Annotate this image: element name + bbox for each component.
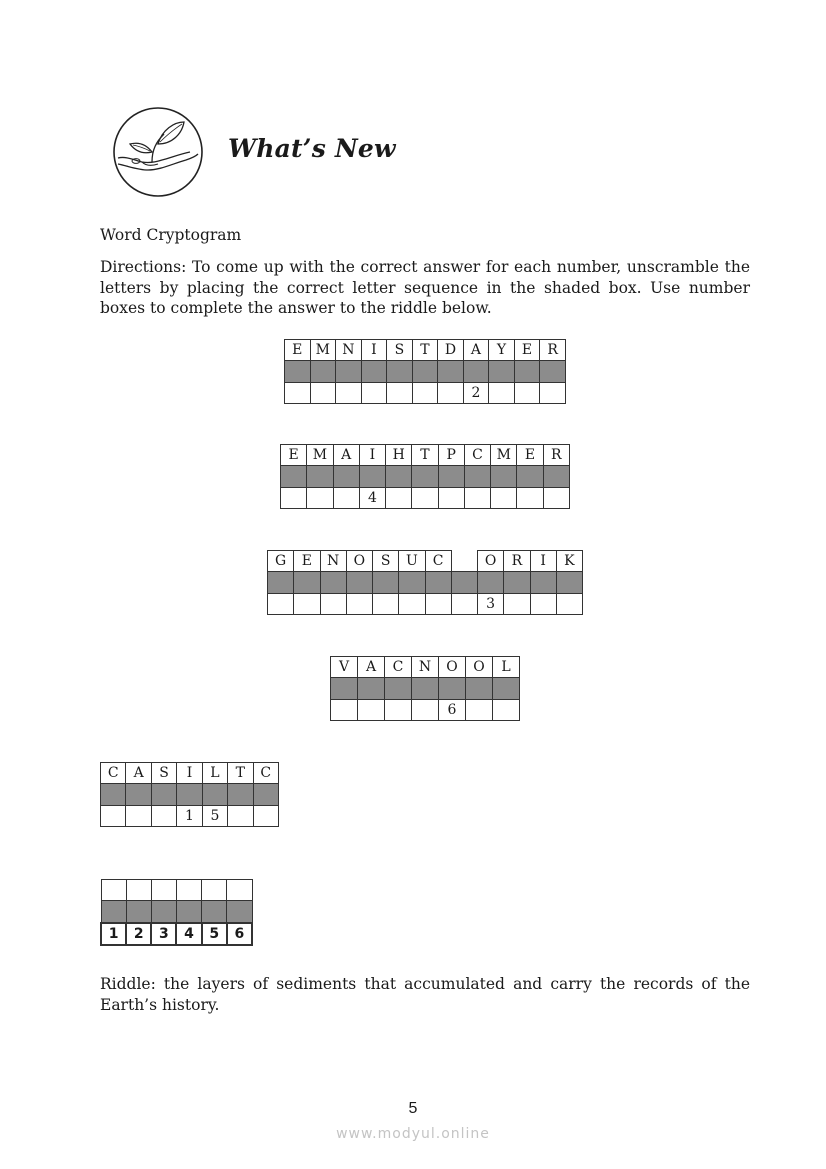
scrambled-letter-cell: I	[177, 763, 202, 784]
number-box[interactable]	[346, 594, 372, 615]
number-box[interactable]	[151, 806, 176, 827]
number-box[interactable]	[253, 806, 278, 827]
scrambled-letter-cell: S	[151, 763, 176, 784]
scrambled-letter-cell: D	[438, 340, 464, 361]
scrambled-letter-cell: C	[385, 657, 412, 678]
answer-box[interactable]	[253, 784, 278, 806]
answer-box[interactable]	[478, 572, 504, 594]
scrambled-letter-cell	[151, 880, 176, 901]
scrambled-letter-cell: P	[438, 445, 464, 466]
answer-box[interactable]	[491, 466, 517, 488]
number-box-row	[281, 488, 570, 509]
scrambled-letter-cell: M	[310, 340, 336, 361]
answer-box[interactable]	[517, 466, 543, 488]
answer-box[interactable]	[439, 678, 466, 700]
answer-box[interactable]	[294, 572, 320, 594]
scrambled-letter-cell: C	[425, 551, 451, 572]
answer-box[interactable]	[540, 361, 566, 383]
number-box[interactable]: 5	[202, 806, 227, 827]
answer-box[interactable]	[320, 572, 346, 594]
scrambled-letter-cell: O	[346, 551, 372, 572]
scrambled-letter-cell: E	[517, 445, 543, 466]
scrambled-letter-cell-row	[101, 880, 252, 901]
number-box[interactable]	[491, 488, 517, 509]
number-box[interactable]	[268, 594, 294, 615]
scrambled-letter-cell	[101, 880, 126, 901]
number-box[interactable]	[126, 806, 151, 827]
scrambled-letter-cell: H	[386, 445, 412, 466]
scrambled-letter-cell: U	[399, 551, 425, 572]
number-box[interactable]: 2	[126, 923, 151, 945]
cryptogram-puzzle-2[interactable]	[280, 444, 570, 509]
number-box[interactable]	[466, 700, 493, 721]
scrambled-letter-cell: C	[464, 445, 490, 466]
scrambled-letter-cell: C	[101, 763, 126, 784]
scrambled-letter-cell: K	[556, 551, 582, 572]
answer-box[interactable]	[228, 784, 253, 806]
riddle-answer-grid[interactable]	[100, 879, 253, 946]
scrambled-letter-cell: R	[504, 551, 530, 572]
scrambled-letter-cell-row	[285, 340, 566, 361]
number-box[interactable]	[294, 594, 320, 615]
number-box[interactable]: 3	[151, 923, 176, 945]
scrambled-letter-cell: R	[543, 445, 569, 466]
answer-box[interactable]	[399, 572, 425, 594]
number-box[interactable]	[464, 488, 490, 509]
number-box[interactable]	[101, 806, 126, 827]
answer-box[interactable]	[425, 572, 451, 594]
number-box[interactable]	[412, 488, 438, 509]
answer-box[interactable]	[281, 466, 307, 488]
cryptogram-puzzle-3[interactable]	[267, 550, 583, 615]
number-box-row	[285, 383, 566, 404]
number-box[interactable]: 1	[177, 806, 202, 827]
number-box[interactable]: 2	[463, 383, 489, 404]
answer-box[interactable]	[331, 678, 358, 700]
scrambled-letter-cell: Y	[489, 340, 515, 361]
answer-box[interactable]	[543, 466, 569, 488]
scrambled-letter-cell	[227, 880, 252, 901]
scrambled-letter-cell: N	[320, 551, 346, 572]
number-box[interactable]: 4	[359, 488, 385, 509]
number-box[interactable]	[540, 383, 566, 404]
scrambled-letter-cell: O	[478, 551, 504, 572]
number-box[interactable]	[310, 383, 336, 404]
number-box[interactable]	[358, 700, 385, 721]
scrambled-letter-cell: N	[412, 657, 439, 678]
number-box[interactable]: 6	[439, 700, 466, 721]
number-box[interactable]: 4	[176, 923, 201, 945]
scrambled-letter-cell: A	[333, 445, 359, 466]
number-box[interactable]	[307, 488, 333, 509]
watermark: www.modyul.online	[336, 1126, 490, 1142]
number-box-row	[268, 594, 583, 615]
answer-box-row	[101, 784, 279, 806]
number-box[interactable]	[333, 488, 359, 509]
scrambled-letter-cell: L	[493, 657, 520, 678]
riddle-text: Riddle: the layers of sediments that accumulated and carry the records of the Earth’s history.	[100, 975, 750, 1014]
number-box[interactable]	[386, 488, 412, 509]
answer-box[interactable]	[310, 361, 336, 383]
scrambled-letter-cell: M	[491, 445, 517, 466]
number-box[interactable]	[281, 488, 307, 509]
scrambled-letter-cell: O	[466, 657, 493, 678]
answer-box[interactable]	[412, 466, 438, 488]
scrambled-letter-cell-row	[268, 551, 583, 572]
scrambled-letter-cell	[202, 880, 227, 901]
scrambled-letter-cell: O	[439, 657, 466, 678]
scrambled-letter-cell: S	[387, 340, 413, 361]
answer-box[interactable]	[307, 466, 333, 488]
answer-box[interactable]	[361, 361, 387, 383]
answer-box[interactable]	[385, 678, 412, 700]
answer-box[interactable]	[556, 572, 582, 594]
answer-box[interactable]	[464, 466, 490, 488]
scrambled-letter-cell: L	[202, 763, 227, 784]
number-box-row	[101, 806, 279, 827]
answer-box[interactable]	[451, 572, 477, 594]
hand-holding-plant-icon	[112, 106, 204, 198]
number-box[interactable]	[493, 700, 520, 721]
scrambled-letter-cell-row	[331, 657, 520, 678]
scrambled-letter-cell-row	[281, 445, 570, 466]
activity-title: Word Cryptogram	[100, 226, 242, 244]
scrambled-letter-cell: M	[307, 445, 333, 466]
answer-box-row	[101, 901, 252, 924]
number-box[interactable]: 3	[478, 594, 504, 615]
number-box[interactable]	[412, 383, 438, 404]
section-title: What’s New	[228, 134, 396, 163]
scrambled-letter-cell: T	[412, 445, 438, 466]
cryptogram-puzzle-1[interactable]	[284, 339, 566, 404]
answer-box-row	[285, 361, 566, 383]
scrambled-letter-cell: V	[331, 657, 358, 678]
number-box-row	[331, 700, 520, 721]
answer-box[interactable]	[493, 678, 520, 700]
number-box[interactable]	[285, 383, 311, 404]
scrambled-letter-cell	[451, 551, 477, 572]
scrambled-letter-cell	[126, 880, 151, 901]
answer-box[interactable]	[101, 784, 126, 806]
number-box[interactable]	[361, 383, 387, 404]
scrambled-letter-cell: N	[336, 340, 362, 361]
answer-box[interactable]	[386, 466, 412, 488]
answer-box[interactable]	[466, 678, 493, 700]
number-box[interactable]: 1	[101, 923, 126, 945]
answer-box-row	[331, 678, 520, 700]
answer-box-row	[281, 466, 570, 488]
answer-box[interactable]	[336, 361, 362, 383]
number-box[interactable]	[425, 594, 451, 615]
answer-box[interactable]	[333, 466, 359, 488]
answer-box[interactable]	[202, 784, 227, 806]
number-box[interactable]	[399, 594, 425, 615]
answer-box[interactable]	[202, 901, 227, 924]
answer-box[interactable]	[530, 572, 556, 594]
answer-box[interactable]	[126, 901, 151, 924]
number-box[interactable]	[438, 383, 464, 404]
answer-box[interactable]	[438, 466, 464, 488]
number-box[interactable]	[530, 594, 556, 615]
answer-box[interactable]	[101, 901, 126, 924]
directions-text: Directions: To come up with the correct answer for each number, unscramble the letters by placing the correct letter sequence in the shaded box. Use number boxes to complete the answer to the riddle below.	[100, 258, 750, 317]
number-box[interactable]	[504, 594, 530, 615]
answer-box[interactable]	[151, 901, 176, 924]
scrambled-letter-cell: I	[359, 445, 385, 466]
scrambled-letter-cell: G	[268, 551, 294, 572]
answer-box[interactable]	[346, 572, 372, 594]
cryptogram-puzzle-5[interactable]	[100, 762, 279, 827]
answer-box[interactable]	[268, 572, 294, 594]
answer-box[interactable]	[514, 361, 540, 383]
scrambled-letter-cell: S	[373, 551, 399, 572]
answer-box[interactable]	[438, 361, 464, 383]
number-box[interactable]	[556, 594, 582, 615]
answer-box[interactable]	[358, 678, 385, 700]
answer-box[interactable]	[373, 572, 399, 594]
answer-box[interactable]	[387, 361, 413, 383]
scrambled-letter-cell-row	[101, 763, 279, 784]
scrambled-letter-cell: E	[285, 340, 311, 361]
scrambled-letter-cell: A	[463, 340, 489, 361]
scrambled-letter-cell: I	[530, 551, 556, 572]
scrambled-letter-cell: I	[361, 340, 387, 361]
answer-box[interactable]	[463, 361, 489, 383]
number-box[interactable]	[387, 383, 413, 404]
number-box[interactable]	[438, 488, 464, 509]
answer-box[interactable]	[176, 901, 201, 924]
number-box[interactable]	[320, 594, 346, 615]
number-box-row	[101, 923, 252, 945]
number-box[interactable]	[489, 383, 515, 404]
number-box[interactable]	[331, 700, 358, 721]
answer-box[interactable]	[177, 784, 202, 806]
scrambled-letter-cell: C	[253, 763, 278, 784]
number-box[interactable]: 5	[202, 923, 227, 945]
answer-box[interactable]	[151, 784, 176, 806]
answer-box[interactable]	[412, 678, 439, 700]
scrambled-letter-cell: A	[358, 657, 385, 678]
answer-box[interactable]	[126, 784, 151, 806]
number-box[interactable]	[451, 594, 477, 615]
answer-box[interactable]	[227, 901, 252, 924]
scrambled-letter-cell: R	[540, 340, 566, 361]
answer-box[interactable]	[504, 572, 530, 594]
scrambled-letter-cell	[176, 880, 201, 901]
number-box[interactable]	[385, 700, 412, 721]
number-box[interactable]	[517, 488, 543, 509]
number-box[interactable]	[373, 594, 399, 615]
answer-box[interactable]	[285, 361, 311, 383]
scrambled-letter-cell: A	[126, 763, 151, 784]
number-box[interactable]	[412, 700, 439, 721]
number-box[interactable]: 6	[227, 923, 252, 945]
number-box[interactable]	[336, 383, 362, 404]
scrambled-letter-cell: T	[412, 340, 438, 361]
answer-box[interactable]	[489, 361, 515, 383]
answer-box[interactable]	[412, 361, 438, 383]
cryptogram-puzzle-4[interactable]	[330, 656, 520, 721]
number-box[interactable]	[228, 806, 253, 827]
answer-box-row	[268, 572, 583, 594]
page-number: 5	[408, 1100, 418, 1117]
answer-box[interactable]	[359, 466, 385, 488]
scrambled-letter-cell: E	[294, 551, 320, 572]
scrambled-letter-cell: E	[514, 340, 540, 361]
number-box[interactable]	[514, 383, 540, 404]
scrambled-letter-cell: T	[228, 763, 253, 784]
scrambled-letter-cell: E	[281, 445, 307, 466]
number-box[interactable]	[543, 488, 569, 509]
